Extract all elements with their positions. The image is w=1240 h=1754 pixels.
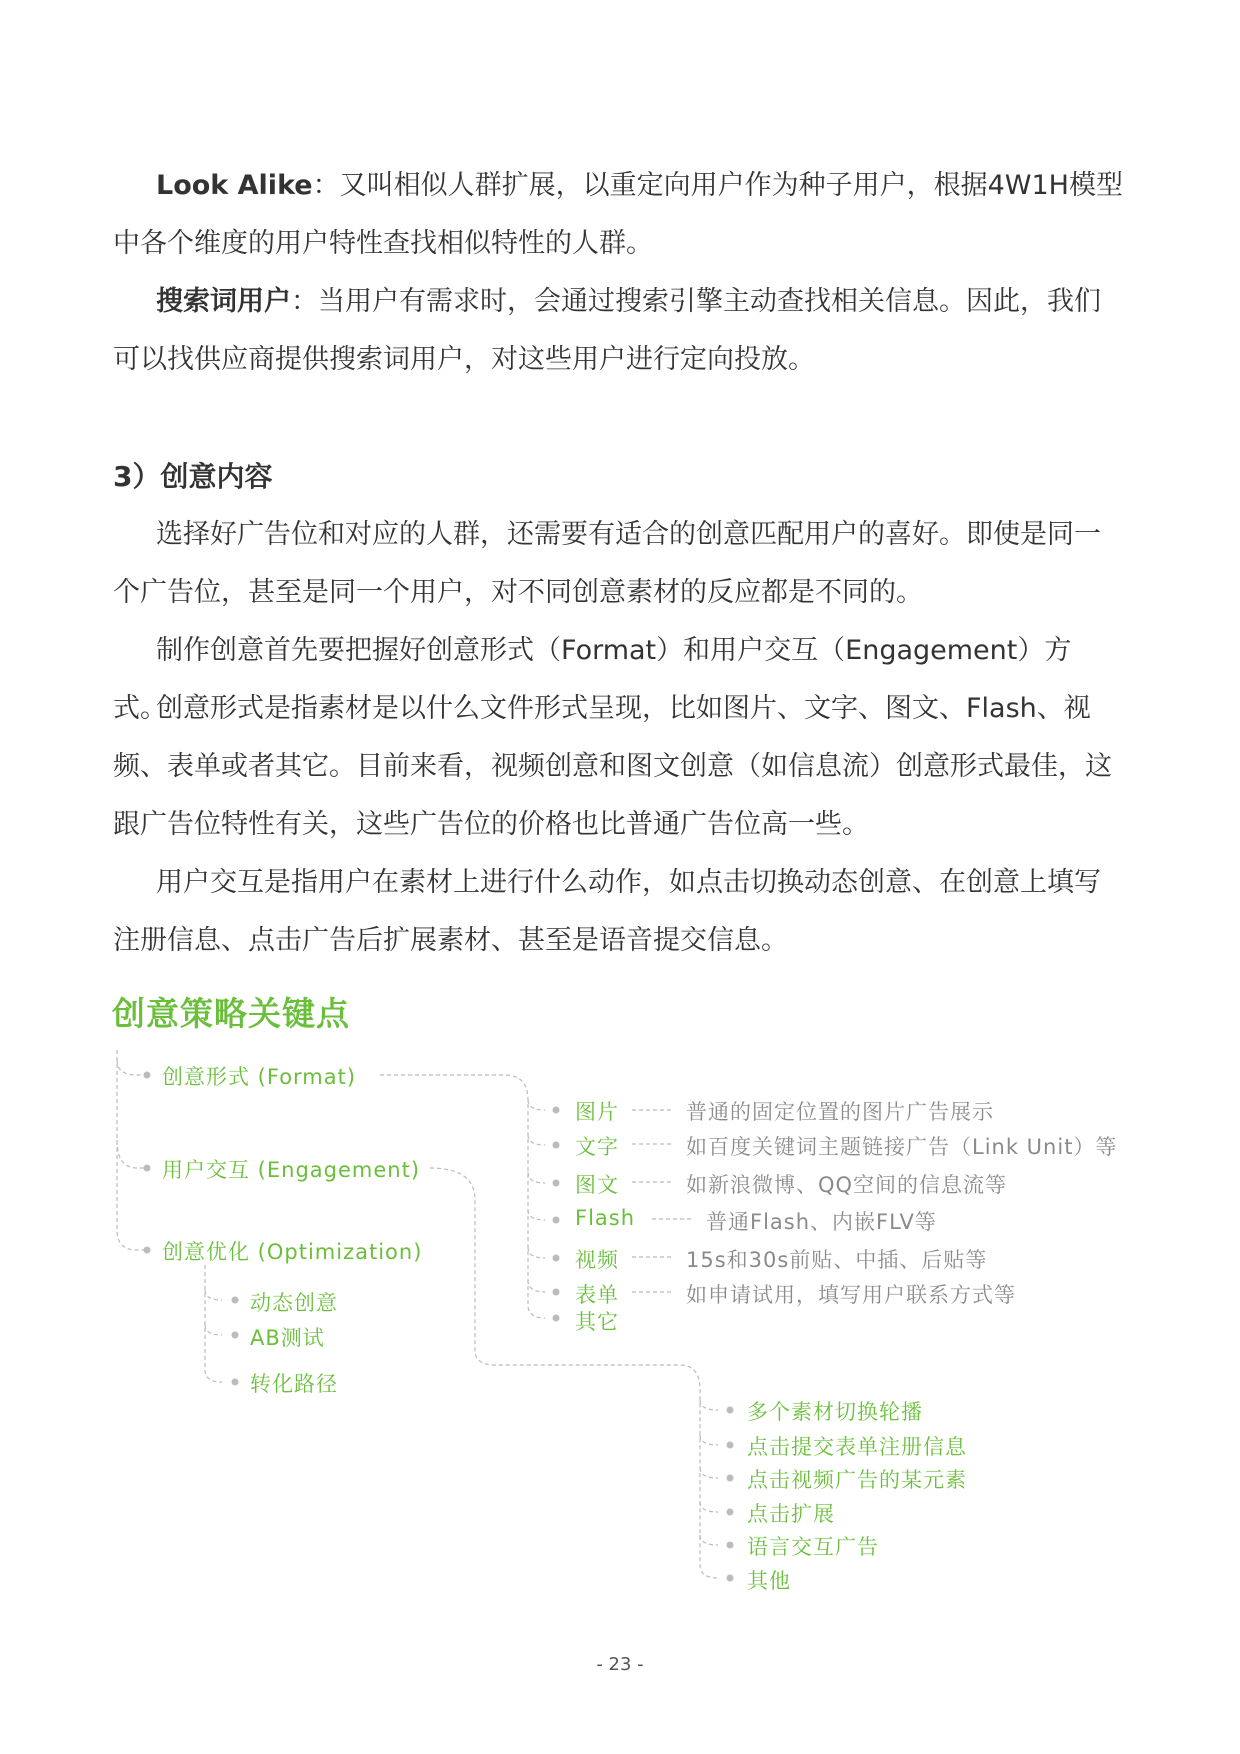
- format-label: 表单: [575, 1283, 619, 1307]
- format-desc: 15s和30s前贴、中插、后贴等: [686, 1248, 988, 1272]
- node-engagement: 用户交互 (Engagement): [162, 1158, 421, 1182]
- format-label: 视频: [575, 1248, 619, 1272]
- text-search-users: ：当用户有需求时，会通过搜索引擎主动查找相关信息。因此，我们可以找供应商提供搜索词用户，对这些用户进行定向投放。: [113, 286, 1101, 375]
- format-desc: 普通Flash、内嵌FLV等: [706, 1210, 937, 1234]
- engagement-item: 其他: [747, 1569, 791, 1593]
- connector-root-engagement: [117, 1140, 145, 1168]
- format-label: 其它: [575, 1310, 619, 1334]
- node-format: 创意形式 (Format): [162, 1065, 357, 1089]
- text-look-alike: ：又叫相似人群扩展，以重定向用户作为种子用户，根据4W1H模型中各个维度的用户特性查找相似特性的人群。: [113, 170, 1123, 259]
- term-search-users: 搜索词用户: [156, 286, 291, 317]
- section-heading: 3）创意内容: [113, 460, 273, 493]
- optimization-item: 转化路径: [250, 1372, 338, 1396]
- connector-root-format: [117, 1060, 145, 1075]
- format-desc: 如申请试用，填写用户联系方式等: [686, 1283, 1016, 1307]
- format-label: 文字: [575, 1135, 619, 1159]
- paragraph-format-detail: 创意形式是指素材是以什么文件形式呈现，比如图片、文字、图文、Flash、视频、表单或者其它。目前来看，视频创意和图文创意（如信息流）创意形式最佳，这跟广告位特性有关，这些广告位的价格也比普通广告位高一些。: [113, 693, 1112, 840]
- page-number: - 23 -: [596, 1654, 644, 1675]
- term-look-alike: Look Alike: [156, 170, 313, 201]
- diagram-title: 创意策略关键点: [112, 994, 350, 1033]
- engagement-item: 点击提交表单注册信息: [747, 1435, 967, 1459]
- engagement-item: 多个素材切换轮播: [747, 1400, 923, 1424]
- optimization-item: AB测试: [250, 1326, 325, 1350]
- paragraph-engagement-detail: 用户交互是指用户在素材上进行什么动作，如点击切换动态创意、在创意上填写注册信息、点击广告后扩展素材、甚至是语音提交信息。: [113, 867, 1101, 956]
- format-label: Flash: [575, 1206, 636, 1230]
- format-desc: 普通的固定位置的图片广告展示: [686, 1100, 994, 1124]
- paragraph-creative-intro: 选择好广告位和对应的人群，还需要有适合的创意匹配用户的喜好。即使是同一个广告位，甚至是同一个用户，对不同创意素材的反应都是不同的。: [113, 519, 1101, 608]
- connector-format-1: [528, 1100, 545, 1110]
- format-desc: 如新浪微博、QQ空间的信息流等: [686, 1173, 1008, 1197]
- paragraph-creative-format: 制作创意首先要把握好创意形式（Format）和用户交互（Engagement）方式。: [113, 635, 1072, 724]
- optimization-item: 动态创意: [250, 1291, 338, 1315]
- node-optimization: 创意优化 (Optimization): [162, 1240, 423, 1264]
- format-desc: 如百度关键词主题链接广告（Link Unit）等: [686, 1135, 1118, 1159]
- connector-format-children: [380, 1075, 545, 1318]
- connector-root-optimization: [117, 1050, 145, 1250]
- format-label: 图片: [575, 1100, 619, 1124]
- engagement-item: 语言交互广告: [747, 1535, 879, 1559]
- format-label: 图文: [575, 1173, 619, 1197]
- engagement-item: 点击视频广告的某元素: [747, 1468, 967, 1492]
- engagement-item: 点击扩展: [747, 1502, 835, 1526]
